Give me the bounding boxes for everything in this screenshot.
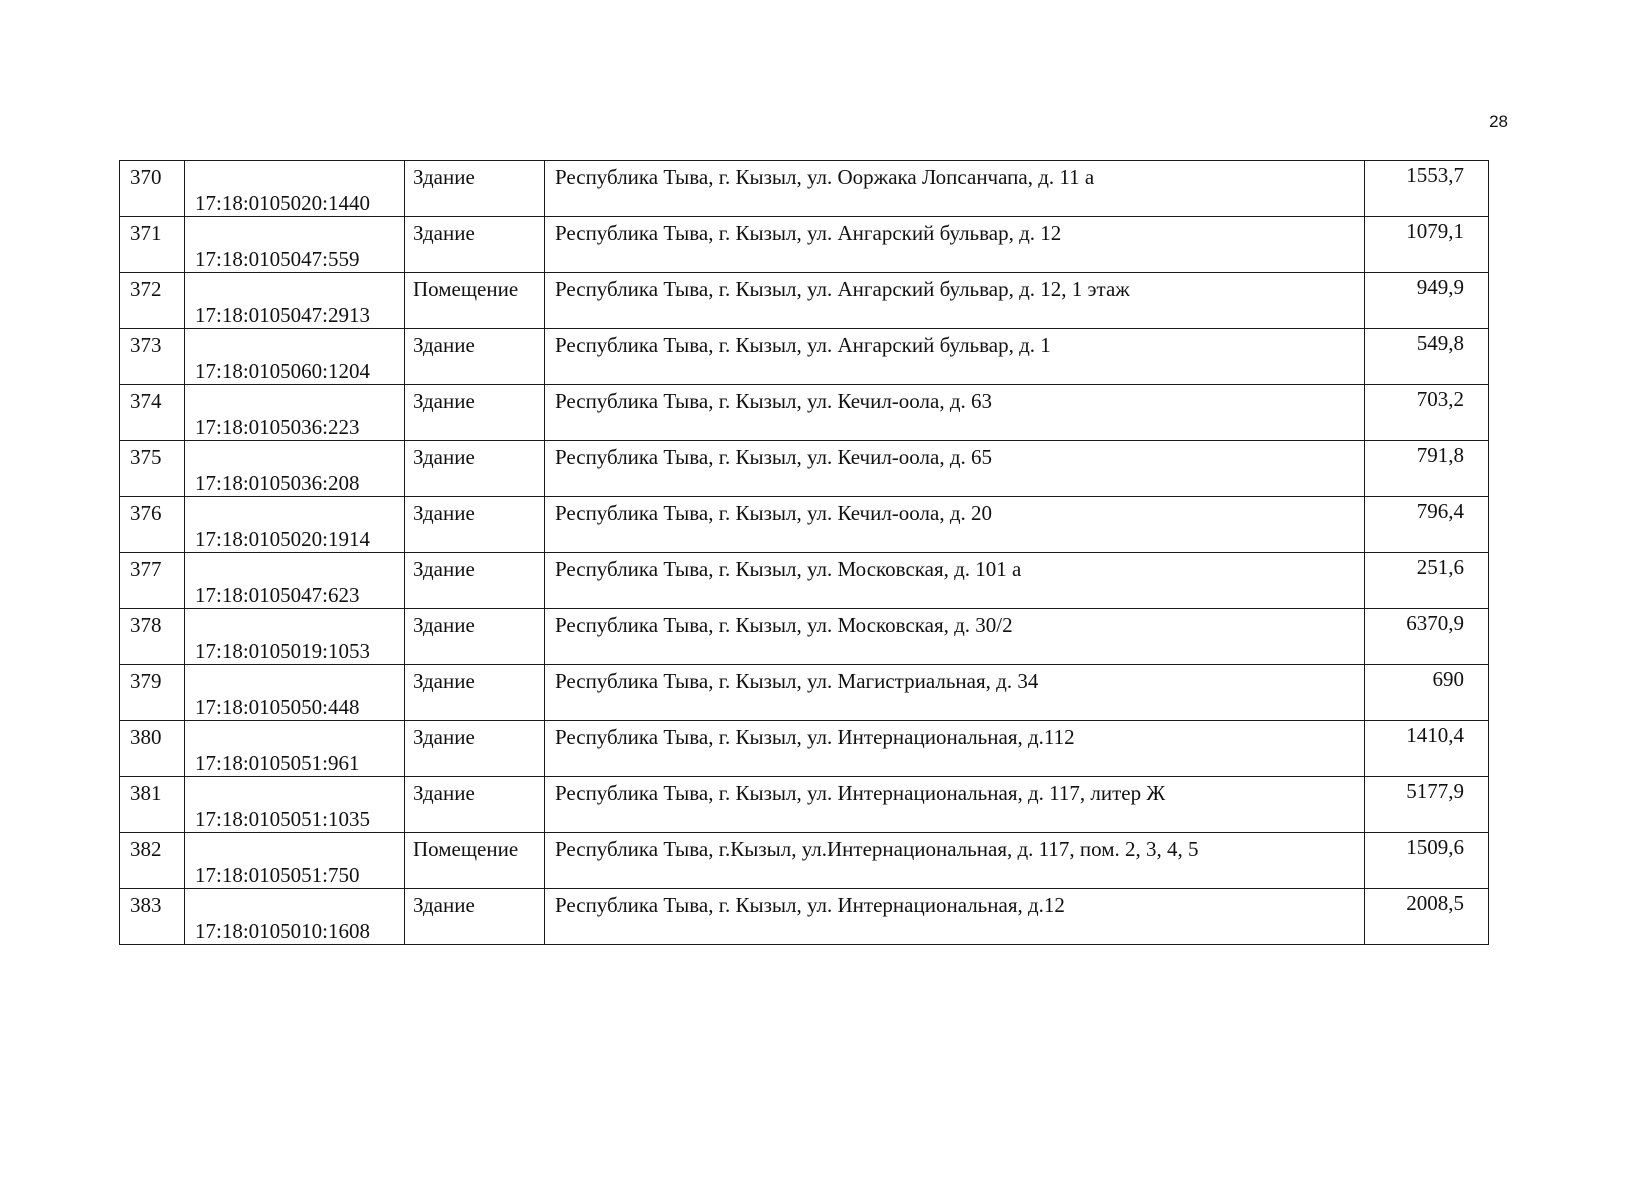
area-value: 1509,6 xyxy=(1406,835,1464,859)
table-row xyxy=(120,161,1489,217)
address: Республика Тыва, г. Кызыл, ул. Московская, д. 101 а xyxy=(555,557,1022,581)
table-row xyxy=(120,385,1489,441)
area-value: 949,9 xyxy=(1416,275,1464,299)
table-row xyxy=(120,217,1489,273)
row-number: 381 xyxy=(130,781,162,805)
object-type-cell xyxy=(405,217,545,273)
row-number-cell xyxy=(120,217,185,273)
address: Республика Тыва, г. Кызыл, ул. Кечил-оола, д. 20 xyxy=(555,501,993,525)
address: Республика Тыва, г. Кызыл, ул. Интернациональная, д.12 xyxy=(555,893,1065,917)
cadastral-number-cell xyxy=(185,161,405,217)
page-number: 28 xyxy=(1489,112,1508,131)
address: Республика Тыва, г. Кызыл, ул. Кечил-оола, д. 63 xyxy=(555,389,993,413)
object-type-cell xyxy=(405,329,545,385)
cadastral-number-cell xyxy=(185,721,405,777)
area-cell xyxy=(1365,161,1489,217)
cadastral-number-cell xyxy=(185,833,405,889)
area-value: 796,4 xyxy=(1416,499,1464,523)
cadastral-number: 17:18:0105060:1204 xyxy=(195,359,371,383)
area-cell xyxy=(1365,329,1489,385)
object-type: Здание xyxy=(413,445,475,469)
address-cell xyxy=(545,329,1365,385)
row-number-cell xyxy=(120,161,185,217)
object-type-cell xyxy=(405,777,545,833)
object-type-cell xyxy=(405,385,545,441)
cadastral-number-cell xyxy=(185,553,405,609)
cadastral-number-cell xyxy=(185,273,405,329)
object-type: Здание xyxy=(413,725,475,749)
table-row xyxy=(120,497,1489,553)
address-cell xyxy=(545,833,1365,889)
area-value: 703,2 xyxy=(1416,387,1464,411)
object-type-cell xyxy=(405,441,545,497)
object-type-cell xyxy=(405,721,545,777)
cadastral-number-cell xyxy=(185,889,405,945)
cadastral-number-cell xyxy=(185,217,405,273)
address: Республика Тыва, г.Кызыл, ул.Интернациональная, д. 117, пом. 2, 3, 4, 5 xyxy=(555,837,1199,861)
area-value: 1553,7 xyxy=(1406,163,1464,187)
address: Республика Тыва, г. Кызыл, ул. Ангарский бульвар, д. 1 xyxy=(555,333,1051,357)
object-type: Здание xyxy=(413,669,475,693)
cadastral-number: 17:18:0105020:1440 xyxy=(195,191,371,215)
cadastral-number-cell xyxy=(185,609,405,665)
object-type-cell xyxy=(405,497,545,553)
cadastral-number: 17:18:0105050:448 xyxy=(195,695,360,719)
cadastral-number-cell xyxy=(185,665,405,721)
object-type: Здание xyxy=(413,165,475,189)
object-type: Здание xyxy=(413,389,475,413)
object-type: Помещение xyxy=(413,277,519,301)
area-value: 1410,4 xyxy=(1406,723,1464,747)
table-row xyxy=(120,777,1489,833)
object-type: Здание xyxy=(413,333,475,357)
object-type: Здание xyxy=(413,501,475,525)
address-cell xyxy=(545,273,1365,329)
table-row xyxy=(120,441,1489,497)
object-type-cell xyxy=(405,665,545,721)
object-type: Здание xyxy=(413,221,475,245)
area-cell xyxy=(1365,441,1489,497)
cadastral-number: 17:18:0105010:1608 xyxy=(195,919,371,943)
table-row xyxy=(120,553,1489,609)
address-cell xyxy=(545,721,1365,777)
area-cell xyxy=(1365,889,1489,945)
cadastral-number-cell xyxy=(185,329,405,385)
address-cell xyxy=(545,441,1365,497)
object-type: Здание xyxy=(413,893,475,917)
address: Республика Тыва, г. Кызыл, ул. Ангарский бульвар, д. 12 xyxy=(555,221,1062,245)
object-type-cell xyxy=(405,161,545,217)
area-value: 251,6 xyxy=(1416,555,1464,579)
cadastral-number-cell xyxy=(185,497,405,553)
address-cell xyxy=(545,609,1365,665)
address: Республика Тыва, г. Кызыл, ул. Ангарский бульвар, д. 12, 1 этаж xyxy=(555,277,1130,301)
address-cell xyxy=(545,217,1365,273)
area-cell xyxy=(1365,721,1489,777)
cadastral-number: 17:18:0105036:208 xyxy=(195,471,360,495)
row-number: 370 xyxy=(130,165,162,189)
address-cell xyxy=(545,553,1365,609)
object-type: Помещение xyxy=(413,837,519,861)
area-value: 5177,9 xyxy=(1406,779,1464,803)
area-cell xyxy=(1365,385,1489,441)
area-cell xyxy=(1365,553,1489,609)
row-number: 379 xyxy=(130,669,162,693)
row-number: 377 xyxy=(130,557,162,581)
row-number-cell xyxy=(120,777,185,833)
area-cell xyxy=(1365,217,1489,273)
row-number: 373 xyxy=(130,333,162,357)
table-row xyxy=(120,329,1489,385)
cadastral-number: 17:18:0105036:223 xyxy=(195,415,360,439)
row-number: 378 xyxy=(130,613,162,637)
row-number-cell xyxy=(120,497,185,553)
row-number: 380 xyxy=(130,725,162,749)
cadastral-number: 17:18:0105047:2913 xyxy=(195,303,371,327)
object-type-cell xyxy=(405,833,545,889)
row-number-cell xyxy=(120,665,185,721)
table-row xyxy=(120,273,1489,329)
property-registry-table xyxy=(119,160,1489,945)
registry-table-body xyxy=(120,161,1489,945)
row-number: 376 xyxy=(130,501,162,525)
row-number: 383 xyxy=(130,893,162,917)
cadastral-number: 17:18:0105051:750 xyxy=(195,863,360,887)
object-type-cell xyxy=(405,889,545,945)
row-number: 375 xyxy=(130,445,162,469)
object-type: Здание xyxy=(413,557,475,581)
address-cell xyxy=(545,665,1365,721)
area-value: 549,8 xyxy=(1416,331,1464,355)
row-number-cell xyxy=(120,329,185,385)
area-value: 690 xyxy=(1432,667,1464,691)
area-cell xyxy=(1365,609,1489,665)
address: Республика Тыва, г. Кызыл, ул. Интернациональная, д.112 xyxy=(555,725,1075,749)
area-value: 1079,1 xyxy=(1406,219,1464,243)
row-number-cell xyxy=(120,273,185,329)
table-row xyxy=(120,721,1489,777)
address: Республика Тыва, г. Кызыл, ул. Московская, д. 30/2 xyxy=(555,613,1013,637)
area-cell xyxy=(1365,833,1489,889)
address: Республика Тыва, г. Кызыл, ул. Ооржака Лопсанчапа, д. 11 а xyxy=(555,165,1095,189)
address-cell xyxy=(545,385,1365,441)
row-number-cell xyxy=(120,385,185,441)
cadastral-number-cell xyxy=(185,777,405,833)
row-number-cell xyxy=(120,441,185,497)
object-type: Здание xyxy=(413,613,475,637)
area-value: 791,8 xyxy=(1416,443,1464,467)
table-row xyxy=(120,833,1489,889)
object-type-cell xyxy=(405,553,545,609)
area-cell xyxy=(1365,665,1489,721)
cadastral-number: 17:18:0105019:1053 xyxy=(195,639,371,663)
table-row xyxy=(120,665,1489,721)
row-number: 374 xyxy=(130,389,162,413)
address-cell xyxy=(545,777,1365,833)
address: Республика Тыва, г. Кызыл, ул. Интернациональная, д. 117, литер Ж xyxy=(555,781,1166,805)
address: Республика Тыва, г. Кызыл, ул. Магистриальная, д. 34 xyxy=(555,669,1039,693)
cadastral-number-cell xyxy=(185,441,405,497)
row-number-cell xyxy=(120,889,185,945)
row-number-cell xyxy=(120,833,185,889)
row-number: 372 xyxy=(130,277,162,301)
cadastral-number-cell xyxy=(185,385,405,441)
area-value: 6370,9 xyxy=(1406,611,1464,635)
object-type-cell xyxy=(405,273,545,329)
area-cell xyxy=(1365,497,1489,553)
row-number-cell xyxy=(120,553,185,609)
address-cell xyxy=(545,889,1365,945)
cadastral-number: 17:18:0105047:623 xyxy=(195,583,360,607)
object-type-cell xyxy=(405,609,545,665)
row-number-cell xyxy=(120,721,185,777)
address: Республика Тыва, г. Кызыл, ул. Кечил-оола, д. 65 xyxy=(555,445,993,469)
cadastral-number: 17:18:0105047:559 xyxy=(195,247,360,271)
cadastral-number: 17:18:0105051:1035 xyxy=(195,807,371,831)
area-cell xyxy=(1365,777,1489,833)
row-number-cell xyxy=(120,609,185,665)
row-number: 371 xyxy=(130,221,162,245)
area-value: 2008,5 xyxy=(1406,891,1464,915)
cadastral-number: 17:18:0105051:961 xyxy=(195,751,360,775)
address-cell xyxy=(545,161,1365,217)
area-cell xyxy=(1365,273,1489,329)
cadastral-number: 17:18:0105020:1914 xyxy=(195,527,371,551)
address-cell xyxy=(545,497,1365,553)
object-type: Здание xyxy=(413,781,475,805)
table-row xyxy=(120,889,1489,945)
table-row xyxy=(120,609,1489,665)
row-number: 382 xyxy=(130,837,162,861)
